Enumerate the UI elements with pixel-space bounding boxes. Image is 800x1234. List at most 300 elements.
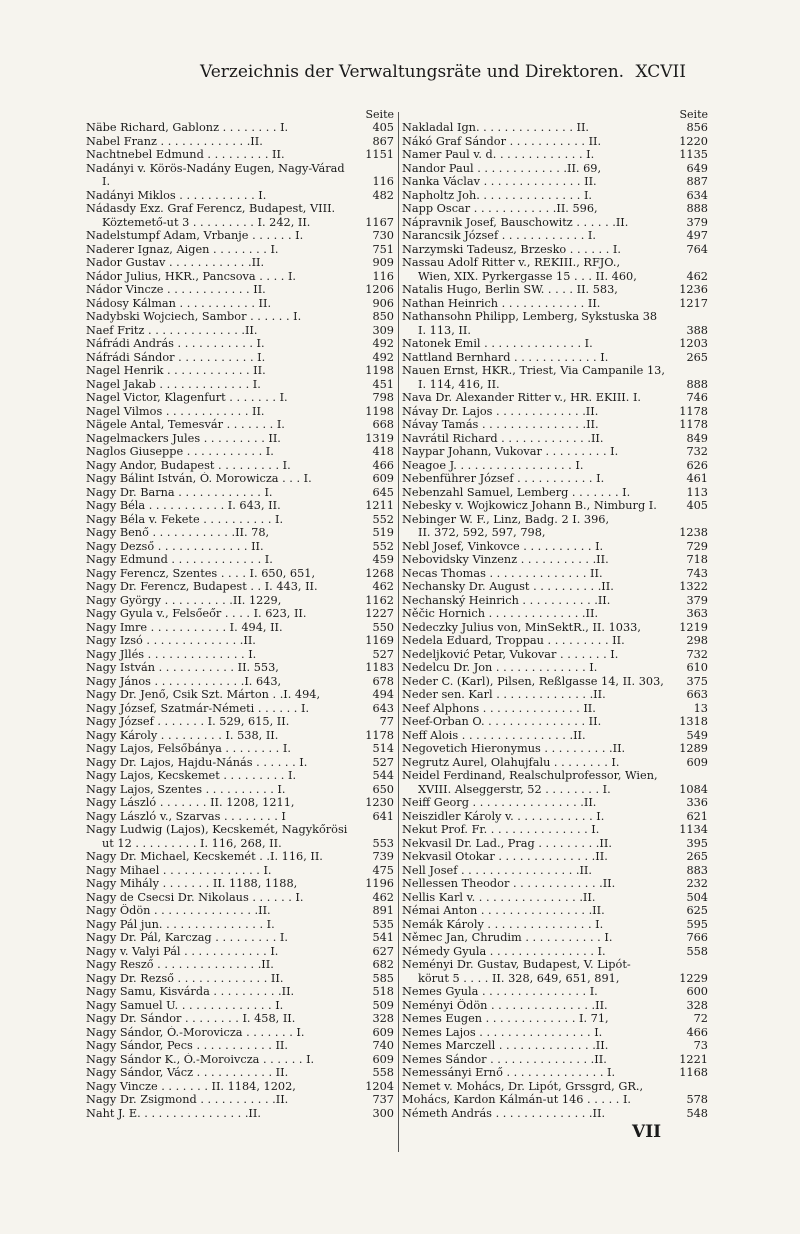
directory-entry xyxy=(402,621,710,635)
entry-name: Nagy Ferencz, Szentes . . . . I. 650, 651, xyxy=(86,566,316,580)
entry-name: Natonek Emil . . . . . . . . . . . . . . I. xyxy=(402,337,593,350)
entry-name: Nagy Dr. Zsigmond . . . . . . . . . . .II. xyxy=(86,1093,289,1106)
directory-entry xyxy=(402,297,710,311)
directory-entry xyxy=(402,985,710,999)
entry-name: Nagy Sándor, Pecs . . . . . . . . . . . II. xyxy=(86,1039,288,1052)
entry-page: 475 xyxy=(372,863,394,877)
directory-entry xyxy=(86,526,396,540)
entry-name: Nagy Sándor K., Ó.-Moroivcza . . . . . . I. xyxy=(86,1052,315,1066)
entry-page: 909 xyxy=(372,256,394,269)
entry-page: 462 xyxy=(686,269,708,283)
entry-name: Nagy Lajos, Kecskemet . . . . . . . . . I. xyxy=(86,769,297,782)
entry-page: 1135 xyxy=(679,148,708,161)
entry-page: 518 xyxy=(372,985,394,998)
entry-name: Nagy Pál jun. . . . . . . . . . . . . . . I. xyxy=(86,917,275,931)
directory-entry xyxy=(86,256,396,270)
directory-entry xyxy=(402,742,710,756)
directory-entry xyxy=(86,148,396,162)
entry-page: 504 xyxy=(686,890,708,904)
signature-mark: VII xyxy=(632,1122,662,1142)
entry-page: 514 xyxy=(372,742,394,755)
entry-page: 13 xyxy=(693,701,708,715)
directory-entry xyxy=(402,405,710,419)
directory-entry xyxy=(402,1080,710,1094)
entry-name: Nagel Victor, Klagenfurt . . . . . . . I. xyxy=(86,391,288,404)
entry-page: 552 xyxy=(372,512,394,526)
directory-entry xyxy=(402,580,710,594)
directory-entry xyxy=(86,891,396,905)
entry-page: 519 xyxy=(372,526,394,539)
entry-page: 906 xyxy=(372,296,394,310)
entry-page: 766 xyxy=(686,931,708,944)
entry-name: Nagy de Csecsi Dr. Nikolaus . . . . . . I. xyxy=(86,890,304,904)
entry-name: Nemessányi Ernő . . . . . . . . . . . . . . I. xyxy=(402,1066,616,1079)
entry-name: Náfrádi Sándor . . . . . . . . . . . I. xyxy=(86,350,266,364)
directory-entry xyxy=(402,1093,710,1107)
entry-page: 527 xyxy=(372,647,394,661)
entry-name: Nekut Prof. Fr. . . . . . . . . . . . . . . I. xyxy=(402,823,600,836)
entry-page: 1227 xyxy=(365,607,394,620)
entry-page: 1196 xyxy=(365,877,394,890)
entry-page: 552 xyxy=(372,539,394,553)
entry-page: 888 xyxy=(686,202,708,215)
entry-name: Nedela Eduard, Troppau . . . . . . . . . II. xyxy=(402,634,625,647)
entry-name: Nagy Dr. Ferencz, Budapest . . I. 443, II. xyxy=(86,580,318,593)
entry-page: 541 xyxy=(372,931,394,944)
directory-entry xyxy=(86,378,396,392)
entry-name: Neff Alois . . . . . . . . . . . . . . . .II. xyxy=(402,728,586,742)
entry-name: I. 113, II. xyxy=(418,323,471,337)
entry-page: 626 xyxy=(686,458,708,472)
entry-page: 1206 xyxy=(365,283,394,296)
directory-entry xyxy=(402,486,710,500)
directory-entry xyxy=(402,148,710,162)
entry-page: 609 xyxy=(372,1052,394,1066)
entry-page: 328 xyxy=(686,998,708,1012)
entry-page: 718 xyxy=(686,553,708,566)
entry-name: Nagy László . . . . . . . II. 1208, 1211, xyxy=(86,796,295,809)
entry-name: Neagoe J. . . . . . . . . . . . . . . . . I. xyxy=(402,458,584,472)
entry-page: 609 xyxy=(686,755,708,769)
entry-page: 73 xyxy=(693,1039,708,1052)
directory-entry xyxy=(402,931,710,945)
entry-page: 1198 xyxy=(365,404,394,418)
entry-name: XVIII. Alseggerstr, 52 . . . . . . . . I. xyxy=(418,782,611,796)
entry-page: 549 xyxy=(686,728,708,742)
directory-entry xyxy=(86,243,396,257)
entry-page: 265 xyxy=(686,350,708,364)
right-column xyxy=(402,108,710,1120)
directory-entry xyxy=(402,972,710,986)
directory-entry xyxy=(86,850,396,864)
entry-name: Namer Paul v. d. . . . . . . . . . . . . I. xyxy=(402,148,595,161)
entry-name: Nebinger W. F., Linz, Badg. 2 I. 396, xyxy=(402,512,610,526)
entry-name: Němec Jan, Chrudim . . . . . . . . . . . I. xyxy=(402,931,613,944)
entry-name: Nattland Bernhard . . . . . . . . . . . . I. xyxy=(402,350,609,364)
entry-name: Nagy Béla . . . . . . . . . . . I. 643, II. xyxy=(86,499,281,512)
entry-page: 643 xyxy=(372,701,394,715)
directory-entry xyxy=(402,513,710,527)
directory-entry xyxy=(402,877,710,891)
entry-page: 113 xyxy=(686,485,708,499)
entry-name: Natalis Hugo, Berlin SW. . . . . II. 583, xyxy=(402,283,618,296)
entry-page: 509 xyxy=(372,998,394,1012)
directory-entry xyxy=(86,432,396,446)
entry-name: Neder sen. Karl . . . . . . . . . . . . . .II. xyxy=(402,688,606,701)
entry-name: Nell Josef . . . . . . . . . . . . . . . . .II. xyxy=(402,863,592,877)
directory-entry xyxy=(402,256,710,270)
directory-entry xyxy=(86,445,396,459)
entry-page: 798 xyxy=(372,391,394,404)
entry-name: Nagy Bálint István, Ó. Morowicza . . . I. xyxy=(86,472,312,485)
entry-name: Nagy Dr. Barna . . . . . . . . . . . . I. xyxy=(86,485,273,499)
directory-entry xyxy=(402,567,710,581)
directory-entry xyxy=(402,364,710,378)
entry-name: Nadányi Miklos . . . . . . . . . . . I. xyxy=(86,188,267,202)
entry-name: Naef Fritz . . . . . . . . . . . . . .II. xyxy=(86,323,258,337)
entry-page: 649 xyxy=(686,161,708,175)
entry-name: Nagy József . . . . . . . I. 529, 615, II. xyxy=(86,715,290,728)
entry-name: Nedeczky Julius von, MinSektR., II. 1033, xyxy=(402,620,641,634)
entry-page: 265 xyxy=(686,850,708,863)
entry-page: 492 xyxy=(372,337,394,350)
entry-name: Nemet v. Mohács, Dr. Lipót, Grssgrd, GR., xyxy=(402,1079,644,1093)
entry-name: Neidel Ferdinand, Realschulprofessor, Wien, xyxy=(402,769,658,782)
entry-name: Nandor Paul . . . . . . . . . . . . .II. 69, xyxy=(402,161,602,175)
entry-name: Neef Alphons . . . . . . . . . . . . . . II. xyxy=(402,701,596,715)
directory-entry xyxy=(86,499,396,513)
entry-name: Nechanský Heinrich . . . . . . . . . . .II. xyxy=(402,593,611,607)
directory-entry xyxy=(86,189,396,203)
entry-name: Narancsik József . . . . . . . . . . . . I. xyxy=(402,229,596,242)
entry-name: körut 5 . . . . II. 328, 649, 651, 891, xyxy=(418,971,620,985)
directory-entry xyxy=(86,783,396,797)
entry-page: 298 xyxy=(686,634,708,647)
directory-entry xyxy=(86,823,396,837)
entry-name: Nebovidsky Vinzenz . . . . . . . . . . .II. xyxy=(402,553,609,566)
entry-page: 1221 xyxy=(679,1052,708,1066)
entry-page: 578 xyxy=(686,1093,708,1106)
entry-page: 751 xyxy=(372,242,394,256)
entry-page: 116 xyxy=(372,175,394,188)
entry-name: Nemes Eugen . . . . . . . . . . . . . I. 71, xyxy=(402,1012,609,1025)
entry-page: 462 xyxy=(372,580,394,593)
entry-name: Nagy Vincze . . . . . . . II. 1184, 1202, xyxy=(86,1079,296,1093)
directory-entry xyxy=(402,418,710,432)
directory-entry xyxy=(86,283,396,297)
entry-name: Narzymski Tadeusz, Brzesko . . . . . . I. xyxy=(402,242,621,256)
directory-entry xyxy=(402,688,710,702)
entry-page: 558 xyxy=(372,1066,394,1079)
directory-entry xyxy=(86,418,396,432)
entry-page: 1219 xyxy=(679,620,708,634)
entry-page: 645 xyxy=(372,485,394,499)
entry-name: Nápravnik Josef, Bauschowitz . . . . . .II. xyxy=(402,215,629,229)
directory-entry xyxy=(402,1026,710,1040)
entry-name: Nagy Dezső . . . . . . . . . . . . . II. xyxy=(86,539,264,553)
entry-name: Nemes Marczell . . . . . . . . . . . . . .II. xyxy=(402,1039,609,1052)
entry-name: Nellis Karl v. . . . . . . . . . . . . . . .II. xyxy=(402,890,596,904)
entry-page: 1230 xyxy=(365,796,394,809)
entry-page: 595 xyxy=(686,917,708,931)
entry-name: Napp Oscar . . . . . . . . . . . .II. 596, xyxy=(402,202,598,215)
entry-page: 1169 xyxy=(365,634,394,647)
directory-entry xyxy=(86,580,396,594)
entry-page: 466 xyxy=(372,458,394,472)
entry-page: 1168 xyxy=(679,1066,708,1079)
entry-name: Nagy Andor, Budapest . . . . . . . . . I. xyxy=(86,458,291,472)
entry-name: Nekvasil Dr. Lad., Prag . . . . . . . . .II. xyxy=(402,836,612,850)
entry-name: Naht J. E. . . . . . . . . . . . . . . .II. xyxy=(86,1106,261,1120)
directory-entry xyxy=(86,1080,396,1094)
directory-entry xyxy=(402,796,710,810)
entry-page: 388 xyxy=(686,323,708,337)
directory-entry xyxy=(402,121,710,135)
directory-entry xyxy=(402,634,710,648)
entry-name: Nagy Ödön . . . . . . . . . . . . . . .II. xyxy=(86,904,271,917)
entry-name: II. 372, 592, 597, 798, xyxy=(418,526,546,539)
entry-name: Nádosy Kálman . . . . . . . . . . . II. xyxy=(86,296,272,310)
entry-name: Nagy György . . . . . . . . . .II. 1229, xyxy=(86,593,282,607)
entry-name: Nachtnebel Edmund . . . . . . . . . II. xyxy=(86,148,285,161)
entry-name: Nagel Vilmos . . . . . . . . . . . . II. xyxy=(86,404,265,418)
directory-entry xyxy=(402,553,710,567)
entry-page: 300 xyxy=(372,1106,394,1120)
directory-entry xyxy=(402,702,710,716)
entry-page: 585 xyxy=(372,971,394,985)
directory-entry xyxy=(86,607,396,621)
directory-entry xyxy=(402,378,710,392)
entry-name: Nemes Gyula . . . . . . . . . . . . . . . I. xyxy=(402,985,598,998)
entry-page: 641 xyxy=(372,809,394,823)
entry-name: Napholtz Joh. . . . . . . . . . . . . . . I. xyxy=(402,188,593,202)
entry-name: Nebesky v. Wojkowicz Johann B., Nimburg I. xyxy=(402,499,657,512)
entry-page: 1183 xyxy=(365,661,394,674)
directory-entry xyxy=(86,351,396,365)
directory-entry xyxy=(402,823,710,837)
entry-page: 1319 xyxy=(365,431,394,445)
entry-page: 600 xyxy=(686,985,708,998)
entry-name: Nagy v. Valyi Pál . . . . . . . . . . . . I. xyxy=(86,944,279,958)
entry-name: Nechansky Dr. August . . . . . . . . . .II. xyxy=(402,580,614,593)
entry-name: Nagy László v., Szarvas . . . . . . . . I xyxy=(86,809,286,823)
directory-entry xyxy=(86,864,396,878)
entry-page: 558 xyxy=(686,944,708,958)
directory-entry xyxy=(402,324,710,338)
directory-entry xyxy=(86,472,396,486)
directory-entry xyxy=(402,499,710,513)
entry-page: 1134 xyxy=(679,823,708,836)
entry-name: Nagy Edmund . . . . . . . . . . . . . I. xyxy=(86,553,273,566)
entry-page: 379 xyxy=(686,593,708,607)
entry-page: 849 xyxy=(686,431,708,445)
entry-name: Nagy Mihály . . . . . . . II. 1188, 1188, xyxy=(86,877,298,890)
directory-entry xyxy=(402,891,710,905)
directory-entry xyxy=(402,202,710,216)
entry-page: 494 xyxy=(372,688,394,701)
entry-page: 743 xyxy=(686,566,708,580)
entry-name: Návay Dr. Lajos . . . . . . . . . . . . .II. xyxy=(402,404,599,418)
entry-page: 668 xyxy=(372,418,394,431)
directory-entry xyxy=(402,594,710,608)
directory-entry xyxy=(402,445,710,459)
directory-entry xyxy=(86,337,396,351)
entry-page: 1322 xyxy=(679,580,708,593)
entry-name: Nagy Dr. Rezső . . . . . . . . . . . . . II. xyxy=(86,971,284,985)
entry-page: 1178 xyxy=(365,728,394,742)
entry-name: Nagy Lajos, Szentes . . . . . . . . . . I. xyxy=(86,782,286,796)
directory-entry xyxy=(86,324,396,338)
directory-entry xyxy=(402,675,710,689)
directory-entry xyxy=(402,472,710,486)
entry-page: 1268 xyxy=(365,566,394,580)
entry-name: Nadelstumpf Adam, Vrbanje . . . . . . I. xyxy=(86,229,304,242)
entry-page: 1229 xyxy=(679,971,708,985)
entry-name: Nagy Ludwig (Lajos), Kecskemét, Nagykőrösi xyxy=(86,823,348,836)
entry-name: Nagy Gyula v., Felsőeőr . . . . I. 623, II. xyxy=(86,607,307,620)
entry-name: Negovetich Hieronymus . . . . . . . . . .II. xyxy=(402,742,626,755)
directory-entry xyxy=(402,648,710,662)
entry-name: Köztemető-ut 3 . . . . . . . . . I. 242, II. xyxy=(102,215,311,229)
entry-page: 459 xyxy=(372,553,394,566)
entry-name: Nauen Ernst, HKR., Triest, Via Campanile 13, xyxy=(402,364,665,377)
entry-name: Nebenführer József . . . . . . . . . . . I. xyxy=(402,472,605,485)
directory-entry xyxy=(86,904,396,918)
entry-page: 363 xyxy=(686,607,708,620)
page-header xyxy=(86,62,686,90)
entry-name: Nadybski Wojciech, Sambor . . . . . . I. xyxy=(86,310,302,323)
entry-page: 461 xyxy=(686,472,708,485)
entry-name: Nagy József, Szatmár-Németi . . . . . . I. xyxy=(86,701,310,715)
entry-page: 1162 xyxy=(365,593,394,607)
left-seite-label: Seite xyxy=(365,108,394,121)
entry-name: Nádor Vincze . . . . . . . . . . . . II. xyxy=(86,283,266,296)
entry-name: Nathan Heinrich . . . . . . . . . . . . II. xyxy=(402,296,601,310)
entry-name: Nádor Julius, HKR., Pancsova . . . . I. xyxy=(86,269,297,283)
directory-entry xyxy=(86,459,396,473)
directory-entry xyxy=(402,945,710,959)
entry-page: 732 xyxy=(686,647,708,661)
directory-entry xyxy=(86,931,396,945)
entry-page: 621 xyxy=(686,809,708,823)
entry-name: Nagy Jllés . . . . . . . . . . . . . . I. xyxy=(86,647,257,661)
entry-name: Neményi Dr. Gustav, Budapest, V. Lipót- xyxy=(402,958,631,971)
entry-name: Nellessen Theodor . . . . . . . . . . . . .II. xyxy=(402,877,616,890)
directory-entry xyxy=(86,918,396,932)
entry-name: Nagy Dr. Sándor . . . . . . . . I. 458, II. xyxy=(86,1012,296,1025)
directory-entry xyxy=(402,1039,710,1053)
entry-page: 466 xyxy=(686,1025,708,1039)
entry-name: Naypar Johann, Vukovar . . . . . . . . . I. xyxy=(402,445,619,458)
directory-entry xyxy=(86,405,396,419)
entry-name: Nemák Károly . . . . . . . . . . . . . . . I. xyxy=(402,917,604,931)
directory-entry xyxy=(402,1012,710,1026)
entry-page: 883 xyxy=(686,863,708,877)
directory-entry xyxy=(402,1066,710,1080)
entry-name: Nagy János . . . . . . . . . . . . .I. 643, xyxy=(86,674,282,688)
directory-entry xyxy=(86,364,396,378)
left-column xyxy=(86,108,396,1120)
entry-page: 550 xyxy=(372,620,394,634)
entry-page: 682 xyxy=(372,958,394,971)
entry-page: 1084 xyxy=(679,782,708,796)
entry-name: Nekvasil Otokar . . . . . . . . . . . . . .II. xyxy=(402,850,608,863)
directory-entry xyxy=(402,864,710,878)
entry-name: Näbe Richard, Gablonz . . . . . . . . I. xyxy=(86,121,289,134)
directory-entry xyxy=(402,918,710,932)
directory-entry xyxy=(86,1012,396,1026)
entry-name: Nagy Dr. Lajos, Hajdu-Nánás . . . . . . I. xyxy=(86,755,308,769)
directory-entry xyxy=(86,1066,396,1080)
entry-page: 497 xyxy=(686,229,708,242)
directory-entry xyxy=(86,810,396,824)
entry-page: 482 xyxy=(372,188,394,202)
directory-entry xyxy=(86,999,396,1013)
directory-entry xyxy=(86,621,396,635)
entry-name: Nagy István . . . . . . . . . . . II. 553, xyxy=(86,661,279,674)
entry-name: Nabel Franz . . . . . . . . . . . . .II. xyxy=(86,134,263,148)
entry-name: Nadányi v. Körös-Nadány Eugen, Nagy-Várad xyxy=(86,161,345,175)
directory-entry xyxy=(402,810,710,824)
entry-name: I. 114, 416, II. xyxy=(418,377,500,391)
directory-entry xyxy=(86,945,396,959)
entry-name: Nemes Lajos . . . . . . . . . . . . . . . . I. xyxy=(402,1025,603,1039)
entry-page: 1236 xyxy=(679,283,708,296)
directory-entry xyxy=(86,135,396,149)
entry-name: Nagy Benő . . . . . . . . . . . .II. 78, xyxy=(86,526,270,539)
directory-entry xyxy=(86,202,396,216)
entry-name: Nathansohn Philipp, Lemberg, Sykstuska 38 xyxy=(402,310,658,323)
directory-entry xyxy=(86,1053,396,1067)
entry-page: 1198 xyxy=(365,364,394,377)
directory-entry xyxy=(86,216,396,230)
directory-entry xyxy=(86,553,396,567)
entry-name: Nemes Sándor . . . . . . . . . . . . . . .II. xyxy=(402,1052,607,1066)
directory-entry xyxy=(86,648,396,662)
directory-entry xyxy=(86,297,396,311)
entry-page: 418 xyxy=(372,445,394,458)
entry-name: Németh András . . . . . . . . . . . . . .II. xyxy=(402,1106,606,1120)
directory-entry xyxy=(86,486,396,500)
entry-name: Nagy Samuel U. . . . . . . . . . . . . . I. xyxy=(86,998,284,1012)
entry-page: 663 xyxy=(686,688,708,701)
entry-name: Nebenzahl Samuel, Lemberg . . . . . . . I. xyxy=(402,485,631,499)
entry-name: Nador Gustav . . . . . . . . . . . .II. xyxy=(86,256,265,269)
entry-page: 730 xyxy=(372,229,394,242)
entry-page: 737 xyxy=(372,1093,394,1106)
entry-name: Něčic Hornich . . . . . . . . . . . . . .II. xyxy=(402,607,599,620)
left-entry-list xyxy=(86,121,396,1120)
entry-name: Nagel Jakab . . . . . . . . . . . . . I. xyxy=(86,377,261,391)
directory-entry xyxy=(86,229,396,243)
directory-entry xyxy=(86,270,396,284)
entry-page: 678 xyxy=(372,674,394,688)
directory-entry xyxy=(86,391,396,405)
entry-page: 405 xyxy=(686,499,708,512)
entry-page: 309 xyxy=(372,323,394,337)
entry-page: 375 xyxy=(686,674,708,688)
directory-entry xyxy=(402,283,710,297)
entry-page: 395 xyxy=(686,836,708,850)
entry-page: 379 xyxy=(686,215,708,229)
directory-entry xyxy=(402,756,710,770)
entry-page: 610 xyxy=(686,661,708,674)
entry-name: Neef-Orban O. . . . . . . . . . . . . . . II. xyxy=(402,715,602,728)
directory-entry xyxy=(86,729,396,743)
directory-entry xyxy=(86,567,396,581)
entry-name: Nassau Adolf Ritter v., REKIII., RFJO., xyxy=(402,256,621,269)
entry-page: 867 xyxy=(372,134,394,148)
